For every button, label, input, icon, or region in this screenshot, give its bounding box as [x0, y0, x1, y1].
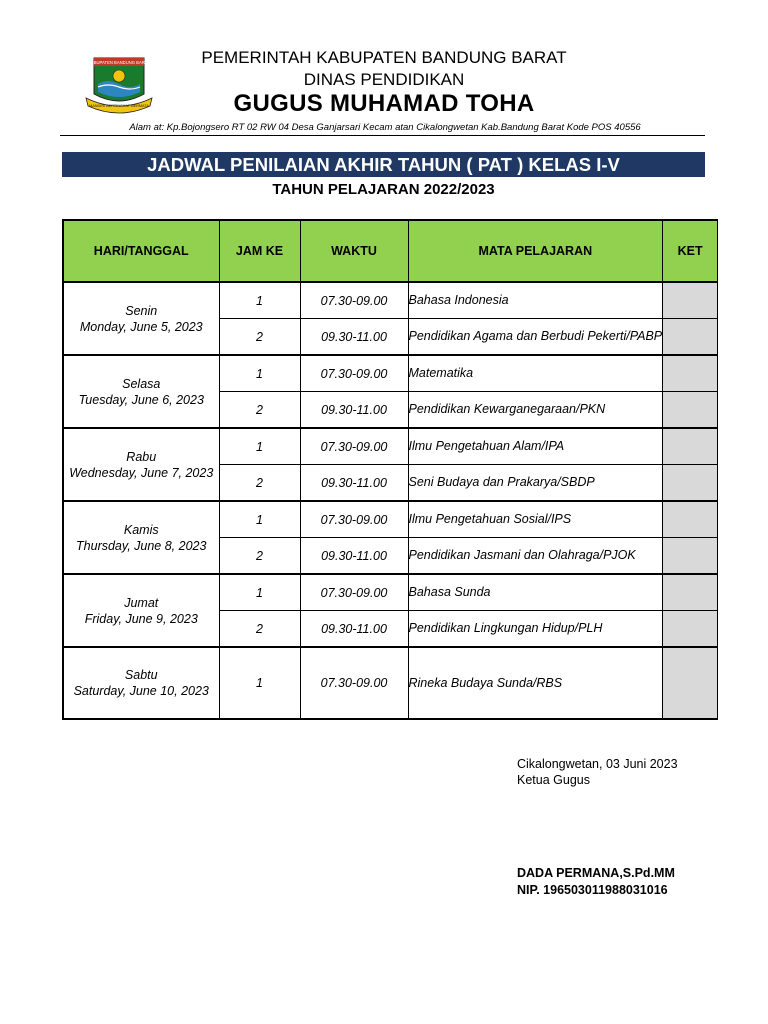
subject-cell: Bahasa Indonesia: [408, 282, 663, 319]
table-row: [63, 282, 718, 319]
table-row: [63, 428, 718, 465]
time-cell: 09.30-11.00: [300, 538, 408, 575]
notes-cell: [663, 647, 718, 719]
subject-cell: Pendidikan Kewarganegaraan/PKN: [408, 392, 663, 429]
subject-cell: Seni Budaya dan Prakarya/SBDP: [408, 465, 663, 502]
notes-cell: [663, 355, 718, 392]
header-time: WAKTU: [300, 220, 408, 282]
period-cell: 2: [219, 538, 300, 575]
subject-cell: Pendidikan Lingkungan Hidup/PLH: [408, 611, 663, 648]
day-cell: [63, 355, 219, 428]
time-cell: 07.30-09.00: [300, 647, 408, 719]
time-cell: 09.30-11.00: [300, 465, 408, 502]
svg-text:MANDIRI BERTINGKAT BERMATA: MANDIRI BERTINGKAT BERMATA: [89, 104, 149, 108]
subject-cell: Ilmu Pengetahuan Alam/IPA: [408, 428, 663, 465]
period-cell: 1: [219, 501, 300, 538]
department-name: DINAS PENDIDIKAN: [303, 70, 465, 89]
day-name: Jumat: [124, 595, 159, 610]
day-date: Tuesday, June 6, 2023: [78, 392, 204, 407]
subject-cell: Matematika: [408, 355, 663, 392]
table-row: [63, 574, 718, 611]
period-cell: 2: [219, 392, 300, 429]
day-name: Senin: [125, 303, 158, 318]
header-notes: KET: [663, 220, 718, 282]
notes-cell: [663, 282, 718, 319]
notes-cell: [663, 501, 718, 538]
table-row: [63, 355, 718, 392]
header-day-date: HARI/TANGGAL: [63, 220, 219, 282]
subject-cell: Ilmu Pengetahuan Sosial/IPS: [408, 501, 663, 538]
day-date: Monday, June 5, 2023: [79, 319, 203, 334]
day-name: Kamis: [123, 522, 159, 537]
cluster-name: GUGUS MUHAMAD TOHA: [233, 90, 535, 117]
regency-emblem-logo: [84, 54, 154, 116]
signature-role: Ketua Gugus: [517, 773, 590, 787]
day-cell: [63, 574, 219, 647]
time-cell: 07.30-09.00: [300, 574, 408, 611]
signature-place-date: Cikalongwetan, 03 Juni 2023: [517, 757, 678, 771]
day-date: Thursday, June 8, 2023: [76, 538, 207, 553]
notes-cell: [663, 538, 718, 575]
notes-cell: [663, 392, 718, 429]
period-cell: 1: [219, 647, 300, 719]
government-name: PEMERINTAH KABUPATEN BANDUNG BARAT: [201, 48, 567, 67]
day-name: Rabu: [126, 449, 157, 464]
period-cell: 1: [219, 355, 300, 392]
signer-name: DADA PERMANA,S.Pd.MM: [517, 866, 675, 880]
time-cell: 07.30-09.00: [300, 501, 408, 538]
schedule-title-banner: JADWAL PENILAIAN AKHIR TAHUN ( PAT ) KELAS I-V: [62, 152, 705, 177]
address-line: Alam at: Kp.Bojongsero RT 02 RW 04 Desa Ganjarsari Kecam atan Cikalongwetan Kab.Bandung Barat Kode POS 40556: [129, 122, 641, 133]
period-cell: 2: [219, 319, 300, 356]
day-date: Friday, June 9, 2023: [84, 611, 198, 626]
notes-cell: [663, 465, 718, 502]
header-period: JAM KE: [219, 220, 300, 282]
notes-cell: [663, 319, 718, 356]
period-cell: 1: [219, 282, 300, 319]
period-cell: 1: [219, 428, 300, 465]
day-cell: [63, 428, 219, 501]
notes-cell: [663, 428, 718, 465]
day-date: Wednesday, June 7, 2023: [69, 465, 214, 480]
time-cell: 07.30-09.00: [300, 355, 408, 392]
table-row: [63, 647, 718, 719]
subject-cell: Pendidikan Agama dan Berbudi Pekerti/PABP: [408, 319, 663, 356]
period-cell: 2: [219, 465, 300, 502]
day-cell: [63, 282, 219, 355]
day-name: Selasa: [122, 376, 161, 391]
table-header-row: [63, 220, 718, 282]
period-cell: 2: [219, 611, 300, 648]
subject-cell: Rineka Budaya Sunda/RBS: [408, 647, 663, 719]
header-subject: MATA PELAJARAN: [408, 220, 663, 282]
time-cell: 09.30-11.00: [300, 319, 408, 356]
time-cell: 09.30-11.00: [300, 611, 408, 648]
subject-cell: Pendidikan Jasmani dan Olahraga/PJOK: [408, 538, 663, 575]
time-cell: 07.30-09.00: [300, 428, 408, 465]
signer-nip: NIP. 196503011988031016: [517, 883, 668, 897]
subject-cell: Bahasa Sunda: [408, 574, 663, 611]
svg-text:KABUPATEN BANDUNG BARAT: KABUPATEN BANDUNG BARAT: [88, 60, 150, 65]
day-cell: [63, 501, 219, 574]
time-cell: 09.30-11.00: [300, 392, 408, 429]
exam-schedule-table: [62, 219, 718, 720]
notes-cell: [663, 574, 718, 611]
time-cell: 07.30-09.00: [300, 282, 408, 319]
school-year: TAHUN PELAJARAN 2022/2023: [272, 181, 495, 198]
letterhead-divider: [60, 135, 705, 136]
table-row: [63, 501, 718, 538]
day-name: Sabtu: [124, 668, 158, 682]
day-date: Saturday, June 10, 2023: [73, 684, 209, 698]
period-cell: 1: [219, 574, 300, 611]
day-cell: [63, 647, 219, 719]
notes-cell: [663, 611, 718, 648]
